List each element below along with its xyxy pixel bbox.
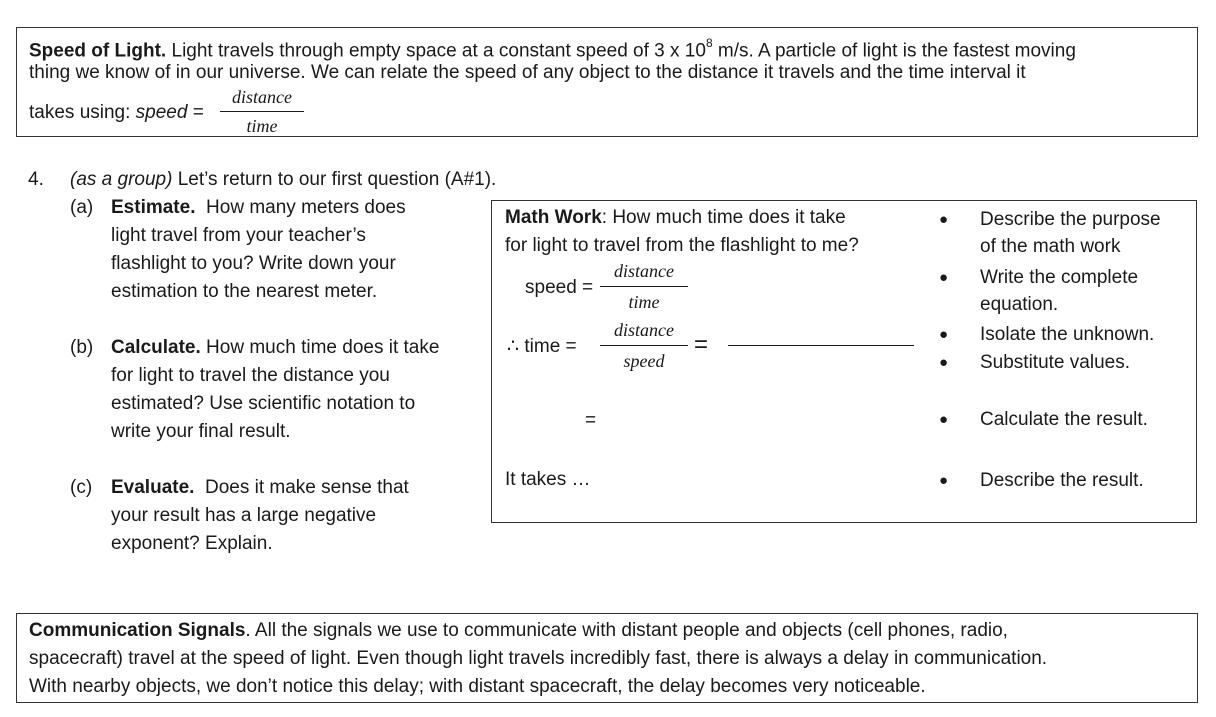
- part-c-line-1: [111, 474, 409, 502]
- step-2-line-2: equation.: [980, 294, 1059, 315]
- part-c-letter: (c): [70, 477, 93, 498]
- step-2-line-1: Write the complete: [980, 267, 1139, 288]
- math-equals-sign: =: [694, 331, 709, 358]
- part-b-text-1: How much time does it take: [206, 337, 440, 358]
- math-time-den: speed: [623, 351, 665, 371]
- step-6-line-1: Describe the result.: [980, 470, 1144, 491]
- communication-signals-box: [16, 613, 1198, 703]
- part-b-line-4: write your final result.: [111, 421, 291, 442]
- question-prompt: [70, 166, 496, 194]
- speed-frac-den: time: [246, 116, 278, 136]
- math-time-num: distance: [614, 320, 674, 340]
- comm-heading: Communication Signals: [29, 620, 246, 641]
- part-c-line-2: your result has a large negative: [111, 505, 377, 526]
- speed-line1-tail: m/s. A particle of light is the fastest moving: [712, 40, 1076, 62]
- speed-line3-var: speed: [135, 102, 188, 123]
- part-a-letter: (a): [70, 197, 94, 218]
- math-speed-label: speed =: [525, 277, 594, 298]
- bullet-icon: ●: [939, 354, 949, 371]
- part-a-text-1: How many meters does: [206, 197, 406, 218]
- speed-frac-bar: [220, 111, 304, 112]
- math-speed-num: distance: [614, 261, 674, 281]
- speed-line3-eq: =: [187, 102, 204, 123]
- speed-frac-num: distance: [232, 87, 292, 107]
- speed-formula-fraction: [220, 86, 304, 137]
- math-speed-fraction: [600, 260, 688, 313]
- step-1-line-2: of the math work: [980, 236, 1121, 257]
- step-4-line-1: Substitute values.: [980, 352, 1130, 373]
- math-work-box: [491, 200, 1197, 523]
- part-b-line-3: estimated? Use scientific notation to: [111, 393, 416, 414]
- math-heading-rest: : How much time does it take: [601, 207, 846, 228]
- speed-line-3: [29, 99, 204, 127]
- math-it-takes: It takes …: [505, 469, 591, 490]
- speed-line-2: thing we know of in our universe. We can relate the speed of any object to the distance it travels and the time interval it: [29, 62, 1026, 83]
- bullet-icon: ●: [939, 211, 949, 228]
- speed-of-light-box: [16, 27, 1198, 137]
- comm-line-2: spacecraft) travel at the speed of light. Even though light travels incredibly fast, there is always a delay in communication.: [29, 648, 1048, 669]
- bullet-icon: ●: [939, 326, 949, 343]
- part-a-line-3: flashlight to you? Write down your: [111, 253, 396, 274]
- math-speed-den: time: [628, 292, 660, 312]
- step-5-line-1: Calculate the result.: [980, 409, 1148, 430]
- bullet-icon: ●: [939, 411, 949, 428]
- math-answer-line: [728, 345, 914, 346]
- bullet-icon: ●: [939, 269, 949, 286]
- part-a-line-4: estimation to the nearest meter.: [111, 281, 378, 302]
- comm-line-3: With nearby objects, we don’t notice this delay; with distant spacecraft, the delay becomes very noticeable.: [29, 676, 926, 697]
- step-1-line-1: Describe the purpose: [980, 209, 1161, 230]
- part-c-text-1: Does it make sense that: [205, 477, 409, 498]
- question-prompt-text: Let’s return to our first question (A#1).: [172, 169, 497, 190]
- part-b-line-1: [111, 334, 439, 362]
- speed-line3-prefix: takes using:: [29, 102, 136, 123]
- speed-heading: Speed of Light.: [29, 40, 167, 62]
- math-heading: Math Work: [505, 207, 602, 228]
- math-time-bar: [600, 345, 688, 346]
- part-b-letter: (b): [70, 337, 94, 358]
- speed-line1-text: Light travels through empty space at a constant speed of 3 x 10: [171, 40, 706, 62]
- math-line-2: for light to travel from the flashlight to me?: [505, 235, 859, 256]
- part-b-bold: Calculate.: [111, 337, 201, 358]
- part-a-bold: Estimate.: [111, 197, 196, 218]
- math-speed-bar: [600, 286, 688, 287]
- part-b-line-2: for light to travel the distance you: [111, 365, 390, 386]
- part-c-bold: Evaluate.: [111, 477, 195, 498]
- comm-line1-rest: . All the signals we use to communicate with distant people and objects (cell phones, radio,: [245, 620, 1008, 641]
- comm-line-1: [29, 617, 1008, 645]
- part-c-line-3: exponent? Explain.: [111, 533, 273, 554]
- math-equals-sign-2: =: [585, 410, 597, 431]
- bullet-icon: ●: [939, 472, 949, 489]
- math-heading-line: [505, 204, 846, 232]
- step-3-line-1: Isolate the unknown.: [980, 324, 1155, 345]
- math-time-label: ∴ time =: [507, 336, 577, 357]
- part-a-line-1: [111, 194, 406, 222]
- question-group-label: (as a group): [70, 169, 173, 190]
- speed-exponent: 8: [705, 36, 713, 50]
- question-number: 4.: [28, 169, 44, 190]
- math-time-fraction: [600, 319, 688, 372]
- part-a-line-2: light travel from your teacher’s: [111, 225, 366, 246]
